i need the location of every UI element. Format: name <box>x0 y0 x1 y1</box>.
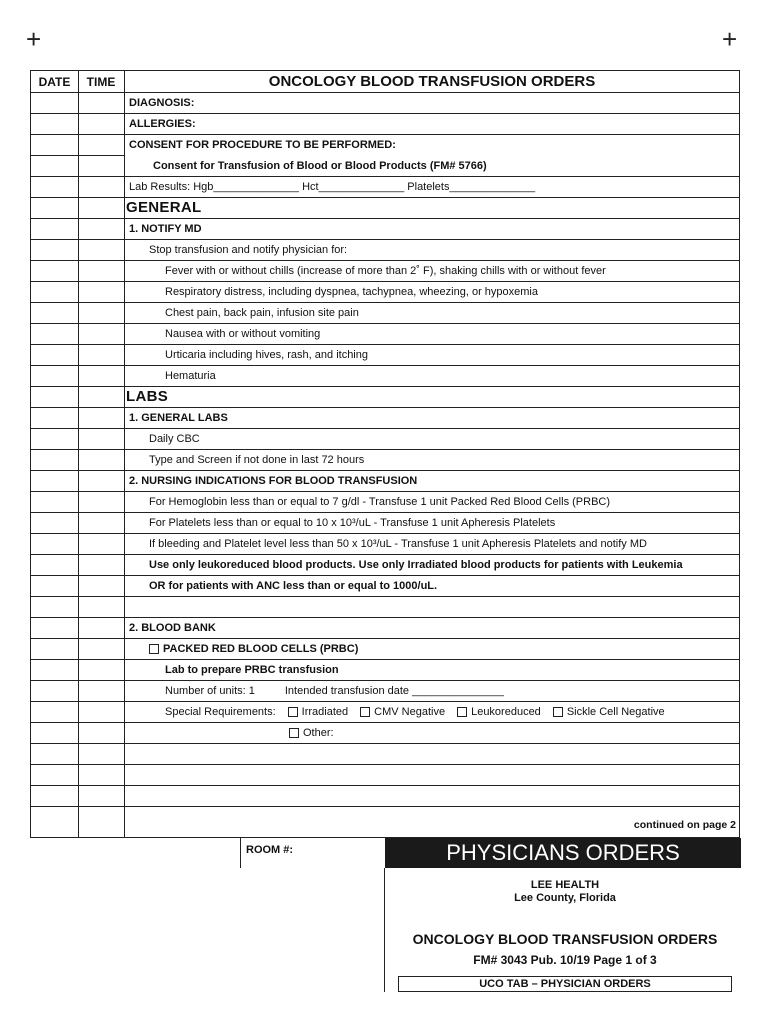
org-county: Lee County, Florida <box>514 892 616 904</box>
urticaria-text: Urticaria including hives, rash, and itching <box>165 348 368 361</box>
intended-date-field[interactable]: Intended transfusion date _______________ <box>284 684 504 697</box>
prbc-row <box>129 638 757 659</box>
cmv-negative-checkbox[interactable] <box>360 707 370 717</box>
nursing-indications-heading: 2. NURSING INDICATIONS FOR BLOOD TRANSFUSION <box>129 474 418 487</box>
other-checkbox[interactable] <box>289 728 299 738</box>
other-row <box>129 722 770 743</box>
consent-heading: CONSENT FOR PROCEDURE TO BE PERFORMED: <box>129 138 396 151</box>
leukoreduced-text: Use only leukoreduced blood products. Use only Irradiated blood products for patients with Leukemia <box>149 558 683 571</box>
units-row <box>129 680 770 701</box>
irradiated-checkbox[interactable] <box>288 707 298 717</box>
respiratory-text: Respiratory distress, including dyspnea, tachypnea, wheezing, or hypoxemia <box>165 285 538 298</box>
lab-results-field[interactable]: Lab Results: Hgb______________ Hct______________ Platelets______________ <box>129 180 536 193</box>
section-general: GENERAL <box>126 199 202 216</box>
hematuria-text: Hematuria <box>165 369 216 382</box>
row-divider <box>31 785 739 786</box>
registration-mark-right: + <box>722 24 738 54</box>
footer-form-title: ONCOLOGY BLOOD TRANSFUSION ORDERS <box>412 931 718 947</box>
footer-divider <box>384 868 385 992</box>
hemoglobin-text: For Hemoglobin less than or equal to 7 g/dl - Transfuse 1 unit Packed Red Blood Cells (PRBC) <box>149 495 611 508</box>
org-name: LEE HEALTH <box>530 879 600 891</box>
diagnosis-field[interactable]: DIAGNOSIS: <box>129 96 195 109</box>
prbc-label: PACKED RED BLOOD CELLS (PRBC) <box>163 642 359 655</box>
daily-cbc-text: Daily CBC <box>149 432 200 445</box>
room-label: ROOM #: <box>246 844 294 856</box>
row-divider <box>31 806 739 807</box>
special-requirements-row <box>129 701 770 722</box>
sickle-cell-label: Sickle Cell Negative <box>566 705 665 718</box>
other-label: Other: <box>303 726 334 739</box>
units-text: Number of units: 1 <box>165 684 255 697</box>
leukoreduced-label: Leukoreduced <box>471 705 541 718</box>
prbc-checkbox[interactable] <box>149 644 159 654</box>
bleeding-text: If bleeding and Platelet level less than 50 x 10³/uL - Transfuse 1 unit Apheresis Platelets and notify MD <box>149 537 647 550</box>
chest-pain-text: Chest pain, back pain, infusion site pain <box>165 306 359 319</box>
physicians-orders-banner: PHYSICIANS ORDERS <box>385 838 741 868</box>
time-header: TIME <box>86 74 116 89</box>
notify-md-heading: 1. NOTIFY MD <box>129 222 202 235</box>
form-number: FM# 3043 Pub. 10/19 Page 1 of 3 <box>473 953 657 967</box>
leukoreduced-checkbox[interactable] <box>457 707 467 717</box>
anc-text: OR for patients with ANC less than or equal to 1000/uL. <box>149 579 438 592</box>
uco-tab-label: UCO TAB – PHYSICIAN ORDERS <box>398 976 732 992</box>
platelets-text: For Platelets less than or equal to 10 x 10³/uL - Transfuse 1 unit Apheresis Platelets <box>149 516 556 529</box>
form-title: ONCOLOGY BLOOD TRANSFUSION ORDERS <box>268 73 596 90</box>
orders-form <box>30 70 740 838</box>
section-labs: LABS <box>126 388 169 405</box>
type-screen-text: Type and Screen if not done in last 72 hours <box>149 453 365 466</box>
row-divider <box>31 743 739 744</box>
room-field[interactable] <box>240 838 385 868</box>
allergies-field[interactable]: ALLERGIES: <box>129 117 196 130</box>
blood-bank-heading: 2. BLOOD BANK <box>129 621 216 634</box>
row-divider <box>31 596 739 597</box>
cmv-negative-label: CMV Negative <box>374 705 446 718</box>
fever-text: Fever with or without chills (increase of more than 2˚ F), shaking chills with or without fever <box>165 264 606 277</box>
irradiated-label: Irradiated <box>301 705 349 718</box>
row-divider <box>31 155 124 156</box>
nausea-text: Nausea with or without vomiting <box>165 327 321 340</box>
continued-note: continued on page 2 <box>633 819 736 831</box>
special-requirements-label: Special Requirements: <box>165 705 276 718</box>
general-labs-heading: 1. GENERAL LABS <box>129 411 228 424</box>
sickle-cell-checkbox[interactable] <box>553 707 563 717</box>
lab-prepare-text: Lab to prepare PRBC transfusion <box>165 663 339 676</box>
registration-mark-left: + <box>26 24 42 54</box>
row-divider <box>31 764 739 765</box>
stop-transfusion-text: Stop transfusion and notify physician for: <box>149 243 348 256</box>
consent-text: Consent for Transfusion of Blood or Blood Products (FM# 5766) <box>153 159 487 172</box>
date-header: DATE <box>38 74 71 89</box>
